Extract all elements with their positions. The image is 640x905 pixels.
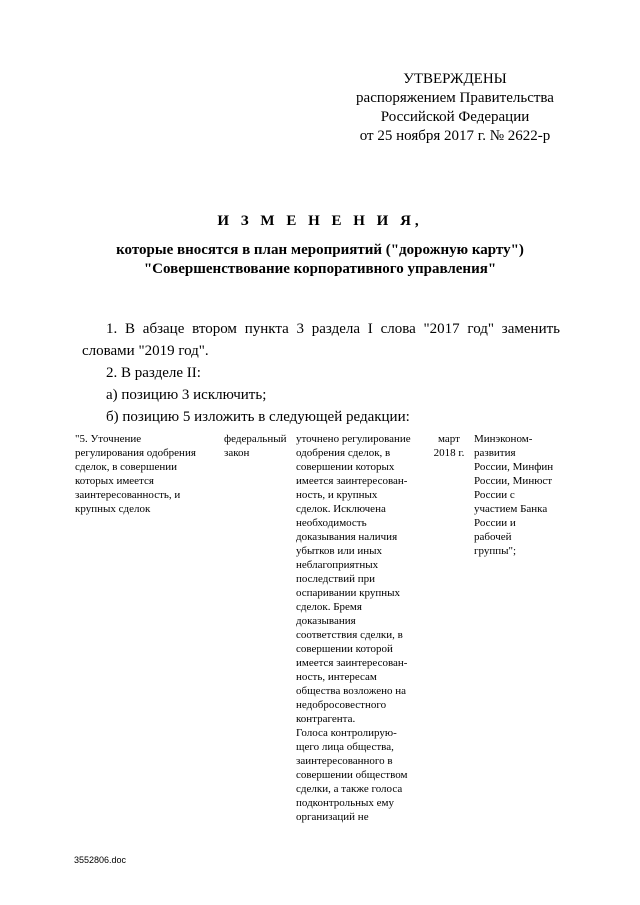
cell-line: 2018 г.	[433, 447, 465, 459]
cell-line: щего лица общества,	[296, 741, 394, 753]
approval-line: от 25 ноября 2017 г. № 2622-р	[359, 128, 551, 144]
cell-deadline	[427, 432, 471, 824]
cell-line: имеется заинтересован-	[296, 475, 408, 487]
table-row	[72, 432, 557, 824]
cell-line: регулирования одобрения	[75, 447, 196, 459]
cell-line: "5. Уточнение	[75, 433, 142, 445]
file-name-footer: 3552806.doc	[74, 855, 127, 865]
cell-line: необходимость	[296, 517, 367, 529]
approval-line: Российской Федерации	[380, 109, 530, 125]
cell-line: заинтересованного в	[296, 755, 393, 767]
cell-line: закон	[224, 447, 250, 459]
cell-line: России с	[474, 489, 515, 501]
cell-line: Голоса контролирую-	[296, 727, 397, 739]
subtitle-line: "Совершенствование корпоративного управления"	[143, 261, 497, 277]
approval-block	[330, 70, 580, 146]
document-subtitle	[0, 241, 640, 279]
approval-line: распоряжением Правительства	[356, 90, 554, 106]
paragraph-2: 2. В разделе II:	[106, 365, 201, 381]
cell-line: убытков или иных	[296, 545, 383, 557]
cell-line: сделок. Бремя	[296, 601, 362, 613]
cell-line: России, Минфин	[474, 461, 554, 473]
cell-line: имеется заинтересован-	[296, 657, 408, 669]
cell-line: федеральный	[224, 433, 287, 445]
cell-line: организаций не	[296, 811, 369, 823]
cell-line: последствий при	[296, 573, 376, 585]
cell-line: заинтересованность, и	[75, 489, 181, 501]
cell-measure	[72, 432, 221, 824]
cell-line: доказывания наличия	[296, 531, 398, 543]
paragraph-1: 1. В абзаце втором пункта 3 раздела I слова "2017 год" заменить словами "2019 год".	[82, 321, 560, 359]
cell-line: которых имеется	[75, 475, 154, 487]
cell-result	[293, 432, 427, 824]
cell-line: соответствия сделки, в	[296, 629, 403, 641]
cell-document-type	[221, 432, 293, 824]
cell-line: ность, интересам	[296, 671, 377, 683]
cell-line: совершении которой	[296, 643, 393, 655]
cell-line: России, Минюст	[474, 475, 553, 487]
document-body	[82, 318, 560, 428]
cell-line: неблагоприятных	[296, 559, 379, 571]
cell-line: оспаривании крупных	[296, 587, 401, 599]
cell-line: сделок. Исключена	[296, 503, 386, 515]
cell-line: развития	[474, 447, 516, 459]
cell-line: март	[438, 433, 460, 445]
cell-line: группы";	[474, 545, 517, 557]
cell-line: одобрения сделок, в	[296, 447, 391, 459]
cell-line: доказывания	[296, 615, 356, 627]
cell-line: недобросовестного	[296, 699, 387, 711]
cell-line: России и	[474, 517, 516, 529]
subtitle-line: которые вносятся в план мероприятий ("дорожную карту")	[116, 242, 524, 258]
cell-line: крупных сделок	[75, 503, 151, 515]
cell-line: сделки, а также голоса	[296, 783, 403, 795]
cell-line: сделок, в совершении	[75, 461, 178, 473]
cell-line: участием Банка	[474, 503, 548, 515]
cell-line: подконтрольных ему	[296, 797, 395, 809]
cell-line: контрагента.	[296, 713, 356, 725]
approval-line: УТВЕРЖДЕНЫ	[403, 71, 507, 87]
cell-line: ность, и крупных	[296, 489, 378, 501]
paragraph-3: а) позицию 3 исключить;	[106, 387, 267, 403]
cell-line: совершении которых	[296, 461, 395, 473]
cell-line: общества возложено на	[296, 685, 407, 697]
cell-line: совершении обществом	[296, 769, 408, 781]
paragraph-4: б) позицию 5 изложить в следующей редакции:	[106, 409, 410, 425]
document-title: И З М Е Н Е Н И Я,	[217, 213, 423, 229]
cell-responsible	[471, 432, 557, 824]
cell-line: Минэконом-	[474, 433, 533, 445]
cell-line: уточнено регулирование	[296, 433, 411, 445]
changes-table	[72, 432, 557, 824]
cell-line: рабочей	[474, 531, 512, 543]
